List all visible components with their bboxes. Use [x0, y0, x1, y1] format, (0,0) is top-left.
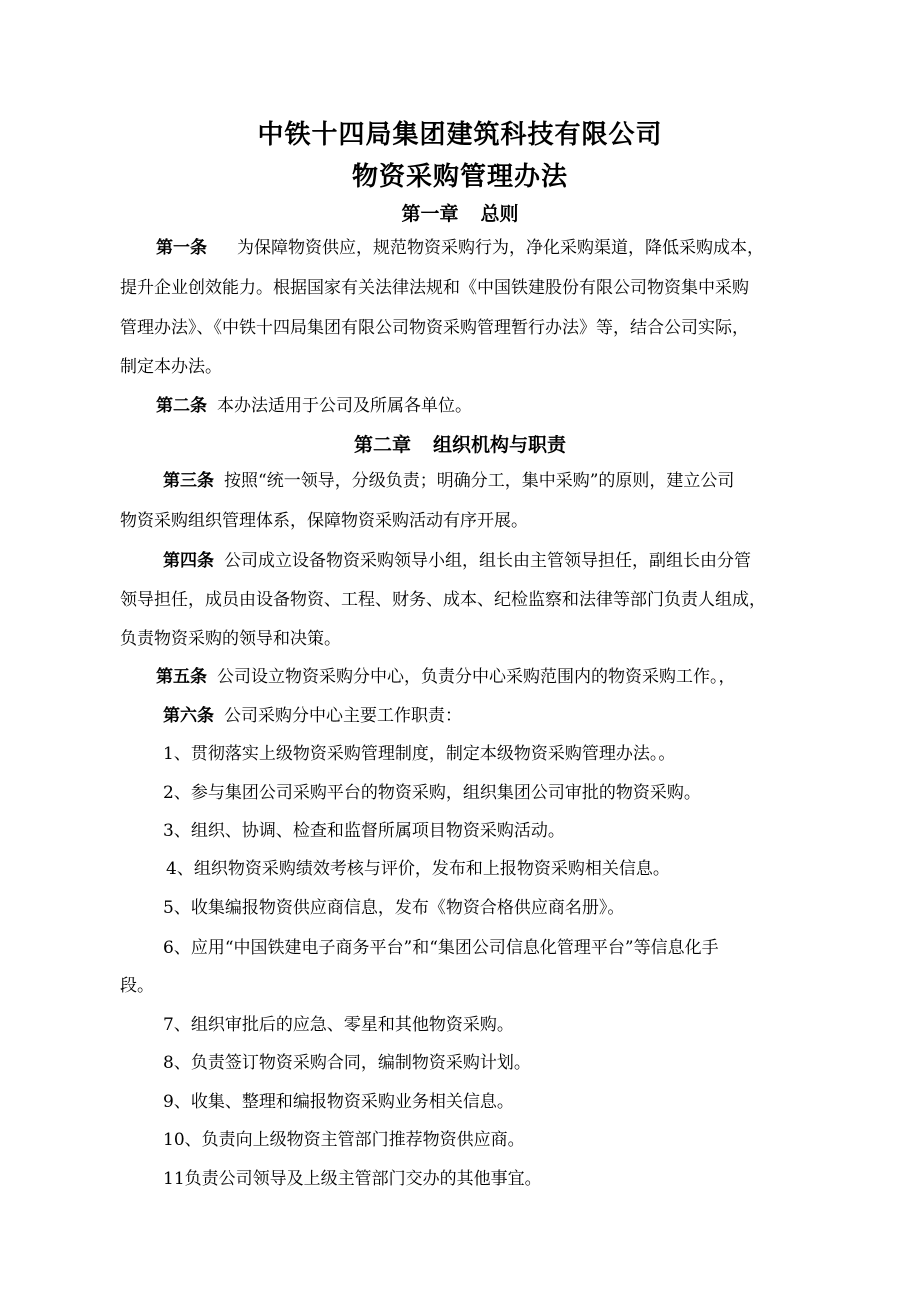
chapter-1-number: 第一章 — [401, 203, 459, 225]
duty-item-9: 9、收集、整理和编报物资采购业务相关信息。 — [163, 1092, 514, 1112]
duty-item-11: 11负责公司领导及上级主管部门交办的其他事宜。 — [163, 1169, 542, 1189]
duty-item-3: 3、组织、协调、检查和监督所属项目物资采购活动。 — [163, 821, 565, 841]
duty-item-5: 5、收集编报物资供应商信息，发布《物资合格供应商名册》。 — [163, 898, 625, 918]
article-1-line-1 — [156, 236, 764, 260]
article-3-line-2: 物资采购组织管理体系，保障物资采购活动有序开展。 — [120, 511, 528, 531]
duty-item-1: 1、贯彻落实上级物资采购管理制度，制定本级物资采购管理办法。。 — [163, 744, 676, 764]
chapter-1-heading — [0, 199, 920, 226]
duty-item-8: 8、负责签订物资采购合同，编制物资采购计划。 — [163, 1053, 531, 1073]
article-4-line-1 — [163, 549, 751, 573]
article-3-line-1 — [163, 469, 734, 493]
duty-item-2: 2、参与集团公司采购平台的物资采购，组织集团公司审批的物资采购。 — [163, 783, 701, 803]
document-title: 物资采购管理办法 — [351, 162, 568, 192]
article-4-label: 第四条 — [163, 551, 214, 571]
article-3-text-1: 按照“统一领导，分级负责；明确分工，集中采购”的原则，建立公司 — [224, 471, 735, 491]
article-4-text-1: 公司成立设备物资采购领导小组，组长由主管领导担任，副组长由分管 — [224, 551, 751, 571]
article-5-text: 公司设立物资采购分中心，负责分中心采购范围内的物资采购工作。， — [217, 667, 736, 687]
article-6-label: 第六条 — [163, 706, 214, 726]
article-1-label: 第一条 — [156, 238, 207, 258]
article-2 — [156, 394, 472, 418]
chapter-1-name: 总则 — [480, 203, 519, 225]
chapter-2-heading — [0, 430, 920, 457]
company-title: 中铁十四局集团建筑科技有限公司 — [257, 120, 663, 150]
duty-item-6: 6、应用“中国铁建电子商务平台”和“集团公司信息化管理平台”等信息化手 — [163, 938, 719, 958]
article-4-line-2: 领导担任，成员由设备物资、工程、财务、成本、纪检监察和法律等部门负责人组成， — [120, 590, 766, 610]
article-6-text: 公司采购分中心主要工作职责： — [224, 706, 462, 726]
duty-item-6-continued: 段。 — [120, 976, 154, 996]
article-2-text: 本办法适用于公司及所属各单位。 — [217, 396, 472, 416]
article-5 — [156, 665, 736, 689]
article-1-line-4: 制定本办法。 — [120, 357, 222, 377]
article-6 — [163, 704, 462, 728]
chapter-2-number: 第二章 — [353, 434, 411, 456]
article-1-text-1: 为保障物资供应，规范物资采购行为，净化采购渠道，降低采购成本， — [237, 238, 764, 258]
article-3-label: 第三条 — [163, 471, 214, 491]
article-5-label: 第五条 — [156, 667, 207, 687]
article-1-line-3: 管理办法》、《中铁十四局集团有限公司物资采购管理暂行办法》等，结合公司实际， — [120, 318, 749, 338]
duty-item-4: 4、组织物资采购绩效考核与评价，发布和上报物资采购相关信息。 — [166, 859, 670, 879]
article-2-label: 第二条 — [156, 396, 207, 416]
duty-item-10: 10、负责向上级物资主管部门推荐物资供应商。 — [163, 1130, 525, 1150]
duty-item-7: 7、组织审批后的应急、零星和其他物资采购。 — [163, 1015, 514, 1035]
article-1-line-2: 提升企业创效能力。根据国家有关法律法规和《中国铁建股份有限公司物资集中采购 — [120, 278, 749, 298]
article-4-line-3: 负责物资采购的领导和决策。 — [120, 629, 341, 649]
chapter-2-name: 组织机构与职责 — [433, 434, 567, 456]
